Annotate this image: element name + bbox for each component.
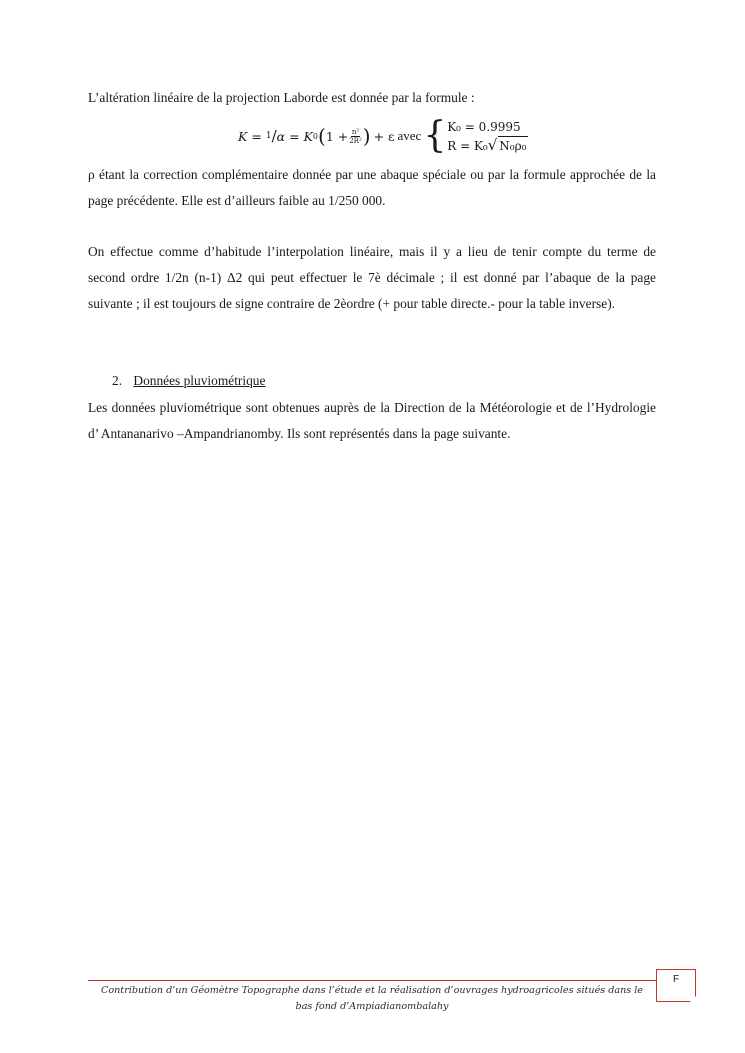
page-number: F [672,974,680,985]
formula-equals-2: = [289,128,300,144]
formula-alpha: α [276,128,286,144]
formula-k: K [238,128,248,144]
formula-plus-epsilon: + ε [373,128,395,144]
formula-case-2: R = K₀√ N₀ρ₀ [447,135,527,154]
paragraph-interpolation: On effectue comme d’habitude l’interpolation linéaire, mais il y a lieu de tenir compte du terme de second ordre 1/2n (n-1) Δ2 qui peut effectuer le 7è décimale ; il est donné par l’abaque de la page suivante ; il est toujours de signe contraire de 2èordre (+ pour table directe.- pour la table inverse). [88,244,656,311]
formula-equals-1: = [251,128,262,144]
page-number-badge [656,969,696,1002]
paragraph-pluviometry: Les données pluviométrique sont obtenues auprès de la Direction de la Météorologie et de l’Hydrologie d’ Antananarivo –Ampandrianomby. Ils sont représentés dans la page suivante. [88,400,656,441]
formula-k0-sub: 0 [312,131,318,141]
paragraph-formula-intro: L’altération linéaire de la projection Laborde est donnée par la formule : [88,90,475,105]
footer-divider [88,980,656,981]
fraction-numerator: n² [351,127,360,136]
laborde-formula: K = 1 / α = K 0 ( 1 + $\frac{\text{n²}}{\text{2R²}}$ ) + ε avec { K₀ = 0.9995 R = K₀√ N₀ρ₀ [238,115,527,156]
formula-case-1: K₀ = 0.9995 [447,119,521,134]
formula-sqrt: N₀ρ₀ [498,136,528,155]
footer-text: Contribution d’un Géomètre Topographe dans l’étude et la réalisation d’ouvrages hydroagricoles situés dans le bas fond d’Ampiadianombalahy [101,985,643,1012]
formula-avec: avec [397,128,422,143]
section-title: Données pluviométrique [133,373,266,388]
formula-cases [447,118,528,155]
section-heading [112,371,265,391]
section-number: 2. [112,373,123,388]
formula-fraction [349,128,362,145]
formula-one-plus: 1 + [325,128,349,144]
formula-one: 1 [265,131,272,141]
fraction-denominator: 2R² [349,136,362,145]
badge-fold-corner [689,995,697,1003]
paragraph-rho: ρ étant la correction complémentaire donnée par une abaque spéciale ou par la formule approchée de la page précédente. Elle est d’ailleurs faible au 1/250 000. [88,167,656,208]
formula-k0: K [303,128,313,144]
